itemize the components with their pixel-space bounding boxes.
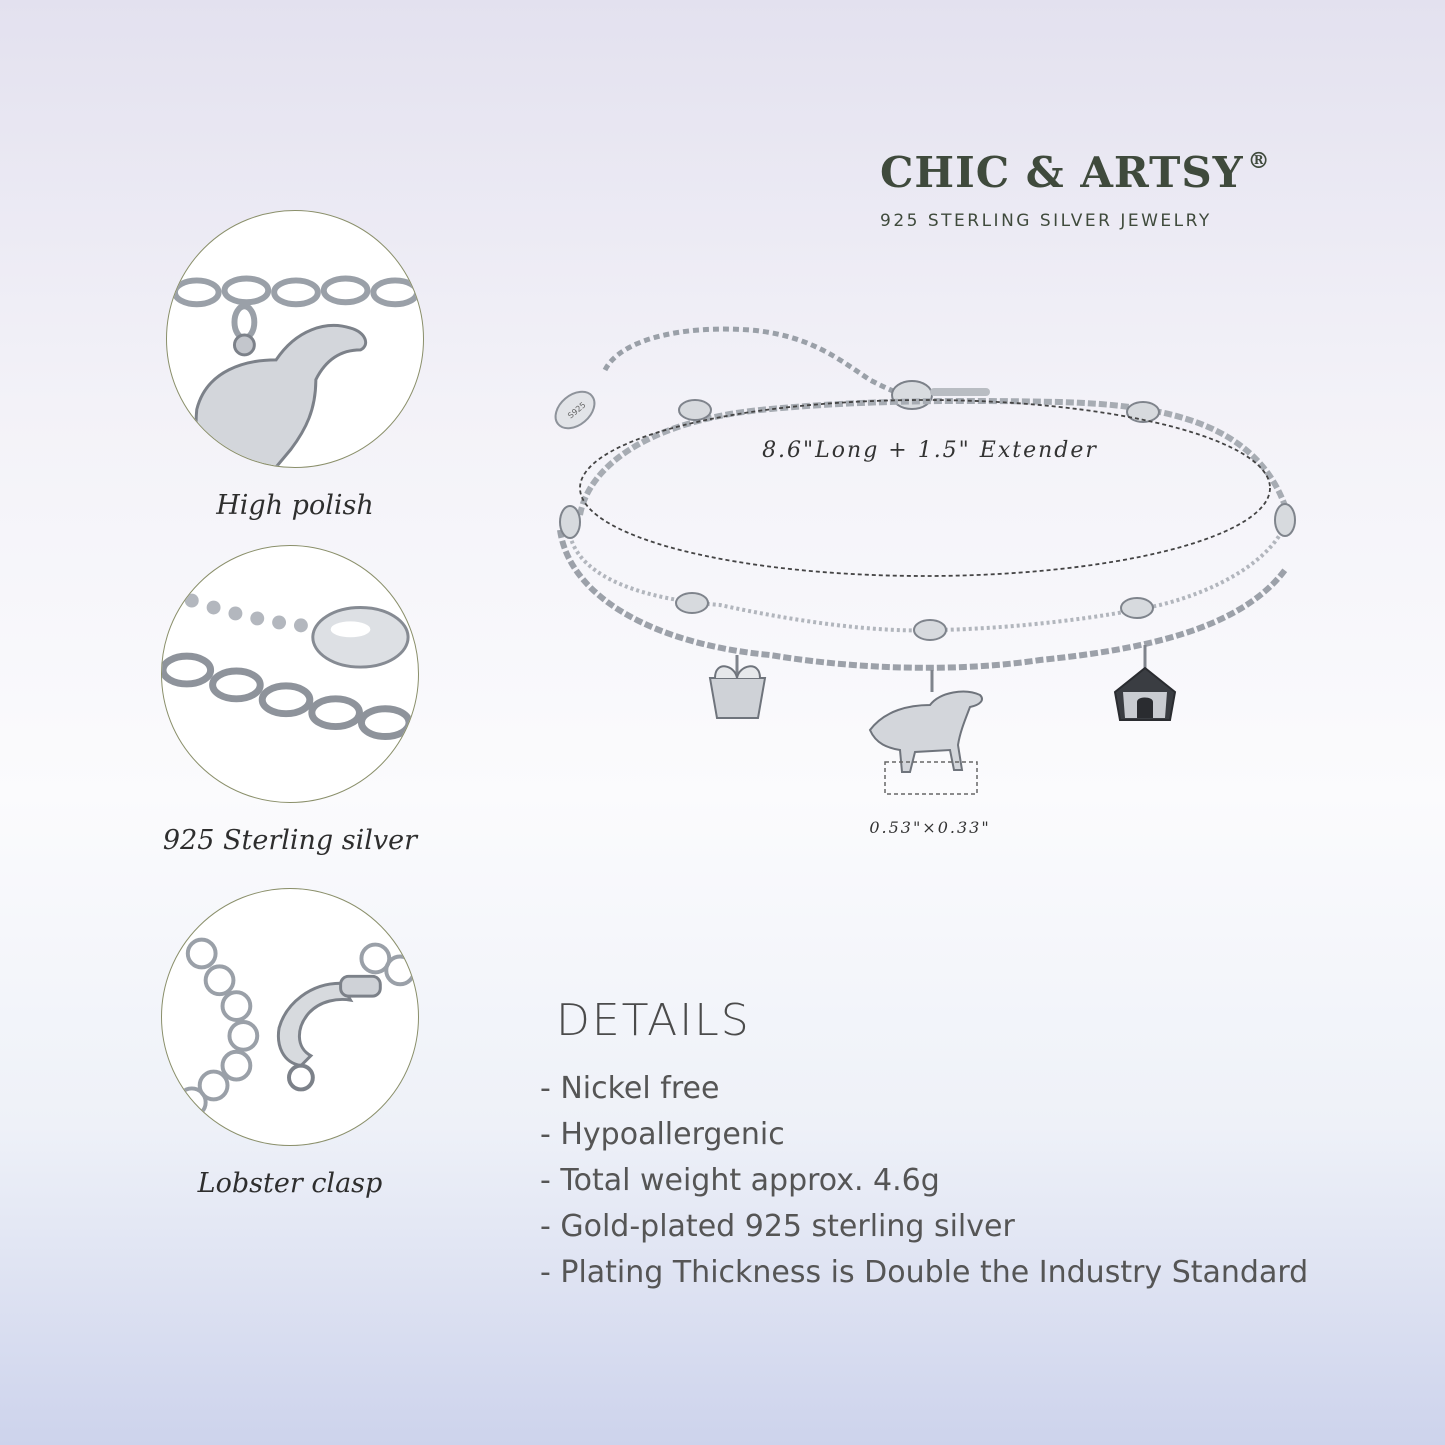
s925-tag-icon: [549, 384, 602, 435]
length-label: 8.6"Long + 1.5" Extender: [762, 438, 1098, 463]
details-section: [540, 995, 1400, 1296]
charm-size-box: [885, 762, 977, 794]
lobster-clasp-icon: [892, 381, 990, 409]
stamp-text: S925: [566, 400, 588, 421]
bracelet-illustration: [540, 300, 1320, 820]
dog-charm-icon: [870, 670, 982, 794]
extender-chain: [605, 329, 920, 396]
detail-item-hypoallergenic: - Hypoallergenic: [540, 1117, 785, 1152]
feature-label-sterling-silver: 925 Sterling silver: [162, 825, 418, 856]
dog-charm-closeup-icon: [166, 210, 424, 468]
feature-high-polish: [155, 210, 435, 521]
beads: [560, 400, 1295, 640]
brand-name: CHIC & ARTSY ®: [880, 148, 1271, 197]
feature-label-lobster-clasp: Lobster clasp: [197, 1168, 383, 1199]
lobster-clasp-closeup-icon: [161, 888, 419, 1146]
feature-label-high-polish: High polish: [216, 490, 374, 521]
bead-chain: [570, 525, 1285, 630]
dog-house-charm-icon: [1115, 645, 1175, 720]
chain-bead-closeup-icon: [161, 545, 419, 803]
detail-item-plating: - Plating Thickness is Double the Industry Standard: [540, 1255, 1309, 1290]
registered-mark: ®: [1247, 148, 1271, 174]
details-title: DETAILS: [556, 995, 751, 1046]
feature-sterling-silver: [150, 545, 430, 856]
charm-size-label: 0.53"×0.33": [869, 818, 991, 837]
detail-item-nickel-free: - Nickel free: [540, 1071, 720, 1106]
details-list: [540, 1066, 1400, 1296]
detail-item-weight: - Total weight approx. 4.6g: [540, 1163, 940, 1198]
brand-block: [880, 148, 1280, 231]
brand-tagline: 925 STERLING SILVER JEWELRY: [880, 211, 1212, 231]
detail-item-material: - Gold-plated 925 sterling silver: [540, 1209, 1015, 1244]
feature-lobster-clasp: [150, 888, 430, 1199]
gift-charm-icon: [710, 655, 765, 718]
